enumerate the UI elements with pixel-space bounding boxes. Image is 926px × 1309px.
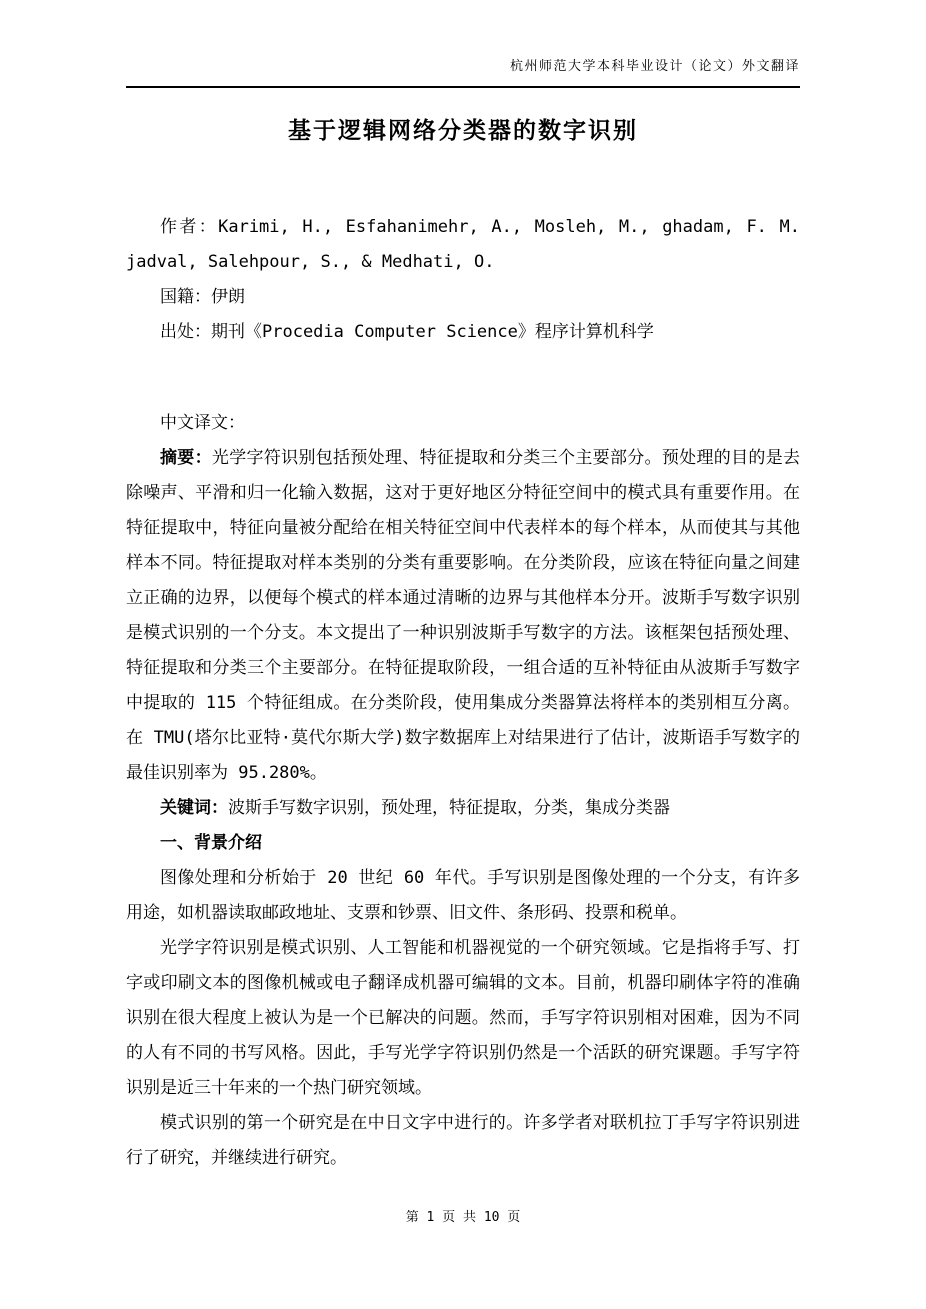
author-line: 作者：Karimi, H., Esfahanimehr, A., Mosleh, M., ghadam, F. M. jadval, Salehpour, S., & Medhati, O. [126,217,800,272]
body-paragraph: 光学字符识别是模式识别、人工智能和机器视觉的一个研究领域。它是指将手写、打字或印刷文本的图像机械或电子翻译成机器可编辑的文本。目前，机器印刷体字符的准确识别在很大程度上被认为是一个已解决的问题。然而，手写字符识别相对困难，因为不同的人有不同的书写风格。因此，手写光学字符识别仍然是一个活跃的研究课题。手写字符识别是近三十年来的一个热门研究领域。 [126,938,800,1098]
body-paragraph: 模式识别的第一个研究是在中日文字中进行的。许多学者对联机拉丁手写字符识别进行了研究，并继续进行研究。 [126,1113,800,1168]
header-text: 杭州师范大学本科毕业设计（论文）外文翻译 [509,59,800,74]
abstract-text: 光学字符识别包括预处理、特征提取和分类三个主要部分。预处理的目的是去除噪声、平滑和归一化输入数据，这对于更好地区分特征空间中的模式具有重要作用。在特征提取中，特征向量被分配给在相关特征空间中代表样本的每个样本，从而使其与其他样本不同。特征提取对样本类别的分类有重要影响。在分类阶段，应该在特征向量之间建立正确的边界，以便每个模式的样本通过清晰的边界与其他样本分开。波斯手写数字识别是模式识别的一个分支。本文提出了一种识别波斯手写数字的方法。该框架包括预处理、特征提取和分类三个主要部分。在特征提取阶段，一组合适的互补特征由从波斯手写数字中提取的 115 个特征组成。在分类阶段，使用集成分类器算法将样本的类别相互分离。在 TMU(塔尔比亚特·莫代尔斯大学)数字数据库上对结果进行了估计，波斯语手写数字的最佳识别率为 95.280%。 [126,448,801,783]
abstract-label: 摘要： [160,448,212,468]
body-paragraph: 图像处理和分析始于 20 世纪 60 年代。手写识别是图像处理的一个分支，有许多用途，如机器读取邮政地址、支票和钞票、旧文件、条形码、投票和税单。 [126,868,800,923]
nationality-line: 国籍：伊朗 [160,287,245,307]
translation-label: 中文译文： [160,413,245,433]
abstract-paragraph [126,441,800,791]
keywords-text: 波斯手写数字识别，预处理，特征提取，分类，集成分类器 [228,798,670,818]
keywords-label: 关键词： [160,798,228,818]
document-body [126,210,800,1176]
source-line: 出处：期刊《Procedia Computer Science》程序计算机科学 [160,322,654,342]
section-heading: 一、背景介绍 [160,833,262,853]
page-header [126,56,800,86]
keywords-line [126,791,800,826]
header-divider [126,86,800,88]
page-footer: 第 1 页 共 10 页 [405,1210,521,1225]
document-title: 基于逻辑网络分类器的数字识别 [288,118,638,144]
